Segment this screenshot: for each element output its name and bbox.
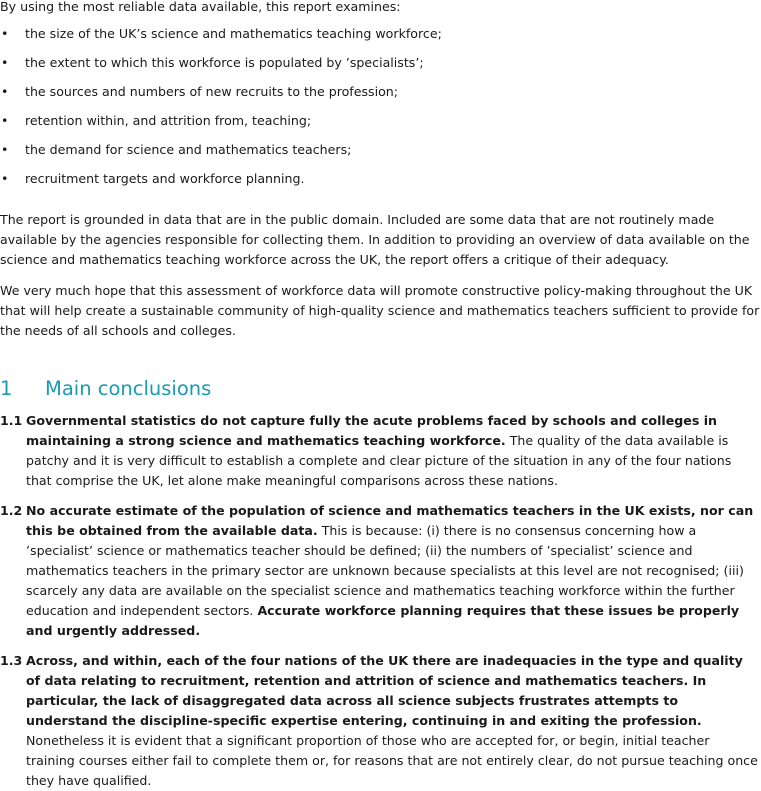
conclusion-bold-text: Governmental statistics do not capture fully the acute problems faced by schools and colleges in maintaining a strong science and mathematics teaching workforce.	[26, 413, 717, 448]
bullet-icon: •	[1, 171, 9, 186]
conclusion-1-2	[0, 501, 760, 641]
conclusion-number: 1.2	[0, 503, 23, 518]
section-heading	[0, 376, 211, 402]
list-item	[0, 53, 760, 82]
bullet-icon: •	[1, 113, 9, 128]
section-number: 1	[0, 377, 13, 400]
conclusion-bold-end: Accurate workforce planning requires that these issues be properly and urgently addressed.	[26, 603, 740, 638]
conclusion-text: Nonetheless it is evident that a significant proportion of those who are accepted for, or begin, initial teacher training courses either fail to complete them or, for reasons that are not entirely clear, do not pursue teaching once they have qualified.	[26, 733, 758, 788]
intro-lead: By using the most reliable data available, this report examines:	[0, 0, 401, 14]
conclusion-text: This is because: (i) there is no consensus concerning how a ’specialist’ science or mathematics teacher should be defined; (ii) the numbers of ’specialist’ science and mathematics teachers in the primary sector are unknown because specialists at this level are not recognised; (iii) scarcely any data are available on the specialist science and mathematics teaching workforce within the further education and independent sectors.	[26, 523, 744, 618]
conclusion-bold-text: Across, and within, each of the four nations of the UK there are inadequacies in the type and quality of data relating to recruitment, retention and attrition of science and mathematics teachers. In particular, the lack of disaggregated data across all science subjects frustrates attempts to understand the discipline-specific expertise entering, continuing in and exiting the profession.	[26, 653, 743, 728]
bullet-icon: •	[1, 84, 9, 99]
list-item	[0, 140, 760, 169]
conclusion-number: 1.3	[0, 653, 23, 668]
section-title: Main conclusions	[45, 377, 212, 400]
conclusion-1-3	[0, 651, 760, 791]
bullet-icon: •	[1, 142, 9, 157]
conclusion-1-1	[0, 411, 760, 491]
list-item-text: recruitment targets and workforce planning.	[25, 171, 305, 186]
bullet-icon: •	[1, 55, 9, 70]
list-item-text: the extent to which this workforce is populated by ’specialists’;	[25, 55, 424, 70]
conclusion-text: The quality of the data available is patchy and it is very difficult to establish a complete and clear picture of the situation in any of the four nations that comprise the UK, let alone make meaningful comparisons across these nations.	[26, 433, 732, 488]
topic-list	[0, 24, 760, 198]
conclusion-bold-text: No accurate estimate of the population of science and mathematics teachers in the UK exists, nor can this be obtained from the available data.	[26, 503, 754, 538]
list-item	[0, 82, 760, 111]
list-item	[0, 111, 760, 140]
bullet-icon: •	[1, 26, 9, 41]
list-item-text: the size of the UK’s science and mathematics teaching workforce;	[25, 26, 442, 41]
conclusion-number: 1.1	[0, 413, 23, 428]
body-paragraph-hope: We very much hope that this assessment of workforce data will promote constructive policy-making throughout the UK that will help create a sustainable community of high-quality science and mathematics teachers sufficient to provide for the needs of all schools and colleges.	[0, 283, 760, 338]
list-item-text: retention within, and attrition from, teaching;	[25, 113, 312, 128]
list-item	[0, 169, 760, 198]
body-paragraph-data-sources: The report is grounded in data that are in the public domain. Included are some data that are not routinely made available by the agencies responsible for collecting them. In addition to providing an overview of data available on the science and mathematics teaching workforce across the UK, the report offers a critique of their adequacy.	[0, 212, 750, 267]
list-item	[0, 24, 760, 53]
list-item-text: the demand for science and mathematics teachers;	[25, 142, 352, 157]
list-item-text: the sources and numbers of new recruits to the profession;	[25, 84, 399, 99]
